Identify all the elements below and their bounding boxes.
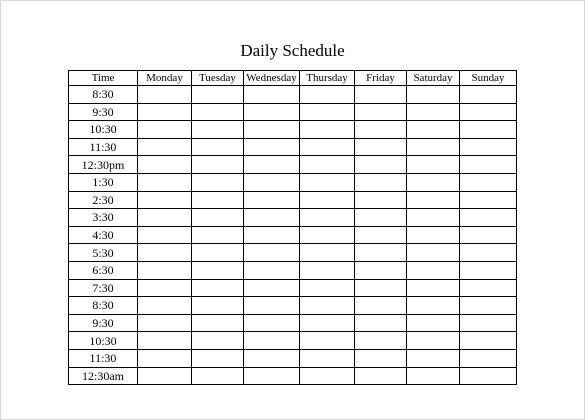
table-row [69, 279, 517, 297]
table-row [69, 314, 517, 332]
time-cell: 10:30 [69, 121, 138, 139]
schedule-cell-saturday [407, 173, 460, 191]
schedule-cell-friday [355, 209, 407, 227]
time-cell: 4:30 [69, 226, 138, 244]
schedule-cell-sunday [460, 261, 517, 279]
schedule-cell-monday [138, 314, 192, 332]
schedule-cell-friday [355, 279, 407, 297]
time-cell: 9:30 [69, 314, 138, 332]
schedule-cell-sunday [460, 156, 517, 174]
schedule-cell-friday [355, 156, 407, 174]
schedule-cell-tuesday [192, 156, 244, 174]
schedule-cell-sunday [460, 349, 517, 367]
table-row [69, 156, 517, 174]
column-header-tuesday: Tuesday [192, 71, 244, 86]
schedule-cell-sunday [460, 121, 517, 139]
time-cell: 12:30pm [69, 156, 138, 174]
table-row [69, 191, 517, 209]
table-row [69, 332, 517, 350]
schedule-cell-sunday [460, 314, 517, 332]
schedule-cell-wednesday [244, 138, 300, 156]
schedule-cell-saturday [407, 86, 460, 104]
schedule-cell-sunday [460, 244, 517, 262]
schedule-cell-saturday [407, 156, 460, 174]
schedule-body [69, 86, 517, 385]
schedule-cell-thursday [300, 209, 355, 227]
schedule-cell-tuesday [192, 121, 244, 139]
column-header-thursday: Thursday [300, 71, 355, 86]
column-header-sunday: Sunday [460, 71, 517, 86]
schedule-cell-saturday [407, 209, 460, 227]
schedule-cell-thursday [300, 314, 355, 332]
schedule-cell-tuesday [192, 332, 244, 350]
schedule-cell-tuesday [192, 209, 244, 227]
schedule-cell-monday [138, 209, 192, 227]
schedule-cell-monday [138, 244, 192, 262]
schedule-cell-wednesday [244, 226, 300, 244]
schedule-cell-saturday [407, 349, 460, 367]
schedule-cell-tuesday [192, 86, 244, 104]
schedule-cell-thursday [300, 244, 355, 262]
time-cell: 8:30 [69, 297, 138, 315]
table-row [69, 121, 517, 139]
schedule-cell-friday [355, 121, 407, 139]
schedule-cell-monday [138, 121, 192, 139]
schedule-cell-monday [138, 349, 192, 367]
schedule-cell-wednesday [244, 367, 300, 385]
table-row [69, 103, 517, 121]
schedule-cell-saturday [407, 244, 460, 262]
schedule-cell-thursday [300, 121, 355, 139]
schedule-cell-monday [138, 156, 192, 174]
time-cell: 8:30 [69, 86, 138, 104]
schedule-cell-friday [355, 86, 407, 104]
schedule-cell-monday [138, 138, 192, 156]
time-cell: 7:30 [69, 279, 138, 297]
schedule-cell-monday [138, 86, 192, 104]
schedule-cell-sunday [460, 332, 517, 350]
schedule-cell-saturday [407, 332, 460, 350]
schedule-cell-sunday [460, 86, 517, 104]
schedule-cell-saturday [407, 261, 460, 279]
schedule-cell-wednesday [244, 121, 300, 139]
schedule-cell-wednesday [244, 209, 300, 227]
schedule-cell-friday [355, 297, 407, 315]
schedule-cell-tuesday [192, 226, 244, 244]
schedule-cell-saturday [407, 226, 460, 244]
schedule-cell-tuesday [192, 244, 244, 262]
schedule-cell-wednesday [244, 103, 300, 121]
schedule-cell-tuesday [192, 103, 244, 121]
schedule-cell-monday [138, 226, 192, 244]
schedule-cell-thursday [300, 367, 355, 385]
schedule-cell-sunday [460, 138, 517, 156]
table-row [69, 209, 517, 227]
schedule-cell-sunday [460, 297, 517, 315]
schedule-cell-monday [138, 332, 192, 350]
schedule-cell-wednesday [244, 279, 300, 297]
time-cell: 2:30 [69, 191, 138, 209]
schedule-cell-friday [355, 103, 407, 121]
schedule-cell-saturday [407, 279, 460, 297]
schedule-table [68, 70, 517, 385]
schedule-cell-tuesday [192, 279, 244, 297]
column-header-friday: Friday [355, 71, 407, 86]
schedule-cell-saturday [407, 121, 460, 139]
schedule-cell-tuesday [192, 367, 244, 385]
table-row [69, 244, 517, 262]
schedule-cell-tuesday [192, 191, 244, 209]
page-title: Daily Schedule [240, 41, 345, 60]
table-row [69, 86, 517, 104]
schedule-cell-friday [355, 314, 407, 332]
schedule-cell-sunday [460, 191, 517, 209]
schedule-cell-friday [355, 261, 407, 279]
table-row [69, 261, 517, 279]
table-row [69, 367, 517, 385]
schedule-cell-tuesday [192, 261, 244, 279]
schedule-cell-saturday [407, 367, 460, 385]
schedule-cell-monday [138, 279, 192, 297]
schedule-cell-friday [355, 226, 407, 244]
schedule-cell-thursday [300, 138, 355, 156]
schedule-cell-wednesday [244, 261, 300, 279]
schedule-cell-friday [355, 138, 407, 156]
schedule-cell-friday [355, 191, 407, 209]
schedule-cell-wednesday [244, 86, 300, 104]
time-cell: 9:30 [69, 103, 138, 121]
schedule-cell-tuesday [192, 297, 244, 315]
time-cell: 12:30am [69, 367, 138, 385]
schedule-cell-thursday [300, 156, 355, 174]
time-cell: 11:30 [69, 349, 138, 367]
schedule-cell-monday [138, 367, 192, 385]
column-header-saturday: Saturday [407, 71, 460, 86]
schedule-cell-sunday [460, 173, 517, 191]
schedule-cell-sunday [460, 209, 517, 227]
schedule-cell-monday [138, 261, 192, 279]
table-row [69, 138, 517, 156]
schedule-cell-sunday [460, 103, 517, 121]
schedule-cell-saturday [407, 297, 460, 315]
time-cell: 11:30 [69, 138, 138, 156]
column-header-monday: Monday [138, 71, 192, 86]
header-row [69, 71, 517, 86]
schedule-cell-thursday [300, 279, 355, 297]
schedule-cell-tuesday [192, 138, 244, 156]
time-cell: 1:30 [69, 173, 138, 191]
time-cell: 6:30 [69, 261, 138, 279]
schedule-cell-monday [138, 297, 192, 315]
schedule-cell-sunday [460, 279, 517, 297]
schedule-cell-thursday [300, 349, 355, 367]
column-header-wednesday: Wednesday [244, 71, 300, 86]
schedule-cell-thursday [300, 103, 355, 121]
schedule-cell-friday [355, 367, 407, 385]
schedule-cell-wednesday [244, 349, 300, 367]
schedule-cell-wednesday [244, 173, 300, 191]
schedule-cell-tuesday [192, 349, 244, 367]
schedule-cell-wednesday [244, 332, 300, 350]
schedule-cell-saturday [407, 138, 460, 156]
schedule-cell-tuesday [192, 314, 244, 332]
schedule-cell-thursday [300, 297, 355, 315]
schedule-cell-thursday [300, 173, 355, 191]
schedule-cell-thursday [300, 226, 355, 244]
schedule-cell-monday [138, 103, 192, 121]
schedule-cell-monday [138, 173, 192, 191]
schedule-cell-thursday [300, 86, 355, 104]
schedule-cell-wednesday [244, 244, 300, 262]
schedule-cell-friday [355, 349, 407, 367]
schedule-cell-saturday [407, 103, 460, 121]
table-row [69, 349, 517, 367]
schedule-cell-thursday [300, 332, 355, 350]
schedule-cell-friday [355, 332, 407, 350]
schedule-cell-thursday [300, 261, 355, 279]
schedule-cell-saturday [407, 314, 460, 332]
column-header-time: Time [69, 71, 138, 86]
schedule-cell-thursday [300, 191, 355, 209]
schedule-cell-friday [355, 244, 407, 262]
schedule-cell-wednesday [244, 297, 300, 315]
time-cell: 3:30 [69, 209, 138, 227]
schedule-cell-monday [138, 191, 192, 209]
schedule-cell-wednesday [244, 156, 300, 174]
table-row [69, 297, 517, 315]
table-row [69, 226, 517, 244]
schedule-cell-saturday [407, 191, 460, 209]
schedule-cell-friday [355, 173, 407, 191]
table-row [69, 173, 517, 191]
time-cell: 5:30 [69, 244, 138, 262]
schedule-cell-tuesday [192, 173, 244, 191]
schedule-cell-wednesday [244, 314, 300, 332]
schedule-cell-sunday [460, 367, 517, 385]
schedule-cell-wednesday [244, 191, 300, 209]
time-cell: 10:30 [69, 332, 138, 350]
schedule-cell-sunday [460, 226, 517, 244]
